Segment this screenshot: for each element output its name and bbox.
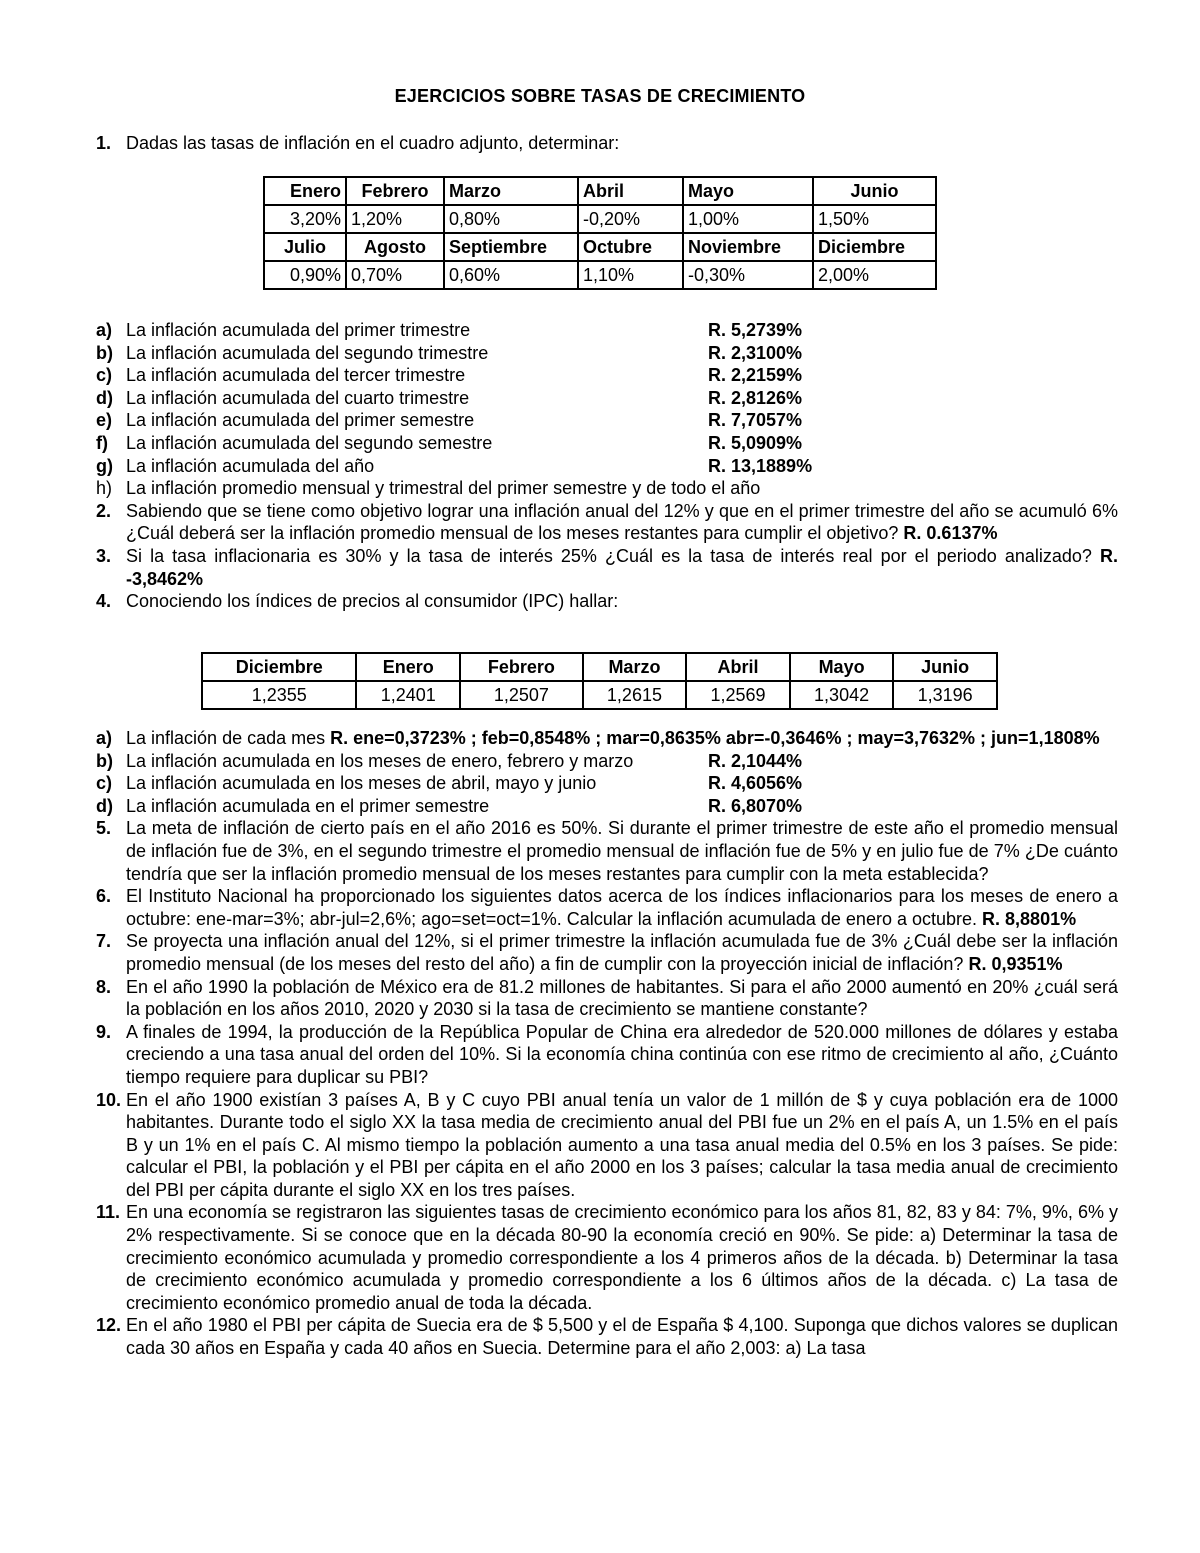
table-header-cell: Junio bbox=[893, 653, 997, 681]
table-cell: 1,3196 bbox=[893, 681, 997, 709]
table-header-cell: Agosto bbox=[346, 233, 444, 261]
list-item: a) La inflación de cada mes R. ene=0,3723% ; feb=0,8548% ; mar=0,8635% abr=-0,3646% ; may=3,7632% ; jun=1,1808% bbox=[96, 728, 1100, 748]
table-header-cell: Diciembre bbox=[202, 653, 356, 681]
table-header-cell: Febrero bbox=[460, 653, 583, 681]
answer: R. 2,8126% bbox=[708, 387, 803, 408]
answer: R. 0.6137% bbox=[903, 523, 998, 544]
list-item: h) La inflación promedio mensual y trimestral del primer semestre y de todo el año bbox=[96, 478, 761, 499]
list-item: e) La inflación acumulada del primer semestre R. 7,7057% bbox=[96, 410, 803, 431]
question-9: 9. A finales de 1994, la producción de la República Popular de China era alrededor de 520.000 millones de dólares y estaba creciendo a una tasa anual del orden del 10%. Si la economía china continúa con ese ritmo de crecimiento al año, ¿Cuánto tiempo requiere para duplicar su PBI? bbox=[96, 1021, 1118, 1087]
question-7: 7. Se proyecta una inflación anual del 12%, si el primer trimestre la inflación acumulada fue de 3% ¿Cuál debe ser la inflación promedio mensual (de los meses del resto del año) a fin de cumplir con la proyección inicial de inflación? R. 0,9351% bbox=[96, 931, 1118, 974]
table-cell: 0,60% bbox=[444, 261, 578, 289]
answer: R. 5,0909% bbox=[708, 432, 803, 453]
list-item: g) La inflación acumulada del año R. 13,1889% bbox=[96, 455, 813, 476]
table-header-row bbox=[264, 177, 936, 205]
question-11: 11. En una economía se registraron las siguientes tasas de crecimiento económico para los años 81, 82, 83 y 84: 7%, 9%, 6% y 2% respectivamente. Si se conoce que en la década 80-90 la economía creció en 90%. Se pide: a) Determinar la tasa de crecimiento económico acumulada y promedio correspondiente a los 4 primeros años de la década. b) Determinar la tasa de crecimiento económico acumulada y promedio correspondiente a los 6 últimos años de la década. c) La tasa de crecimiento económico promedio anual de toda la década. bbox=[96, 1202, 1118, 1313]
table-header-cell: Octubre bbox=[578, 233, 683, 261]
page-title: EJERCICIOS SOBRE TASAS DE CRECIMIENTO bbox=[394, 86, 806, 106]
answer: R. 5,2739% bbox=[708, 320, 803, 340]
table-cell: 0,70% bbox=[346, 261, 444, 289]
question-3: 3. Si la tasa inflacionaria es 30% y la tasa de interés 25% ¿Cuál es la tasa de interés real por el periodo analizado? R. -3,8462% bbox=[96, 545, 1118, 589]
question-6: 6. El Instituto Nacional ha proporcionado los siguientes datos acerca de los índices inflacionarios para los meses de enero a octubre: ene-mar=3%; abr-jul=2,6%; ago=set=oct=1%. Calcular la inflación acumulada de enero a octubre. R. 8,8801% bbox=[96, 886, 1118, 929]
table-cell: 1,2615 bbox=[583, 681, 687, 709]
ipc-table bbox=[201, 652, 998, 710]
table-cell: 1,2507 bbox=[460, 681, 583, 709]
table-header-row bbox=[202, 653, 997, 681]
answer: R. 2,2159% bbox=[708, 365, 803, 386]
table-header-cell: Enero bbox=[356, 653, 460, 681]
list-item: b) La inflación acumulada del segundo trimestre R. 2,3100% bbox=[96, 342, 803, 363]
question-5: 5. La meta de inflación de cierto país en el año 2016 es 50%. Si durante el primer trimestre de este año el promedio mensual de inflación fue de 3%, en el segundo trimestre el promedio mensual de inflación fue de 5% y en julio fue de 7% ¿De cuánto tendría que ser la inflación promedio mensual de los meses restantes para cumplir con la meta establecida? bbox=[96, 818, 1118, 884]
table-cell: -0,20% bbox=[578, 205, 683, 233]
list-item: c) La inflación acumulada en los meses de abril, mayo y junio R. 4,6056% bbox=[96, 773, 803, 794]
answer: R. 4,6056% bbox=[708, 773, 803, 794]
question-8: 8. En el año 1990 la población de México era de 81.2 millones de habitantes. Si para el año 2000 aumentó en 20% ¿cuál será la población en los años 2010, 2020 y 2030 si la tasa de crecimiento se mantiene constante? bbox=[96, 976, 1118, 1020]
table-header-cell: Marzo bbox=[583, 653, 687, 681]
question-2: 2. Sabiendo que se tiene como objetivo lograr una inflación anual del 12% y que en el primer trimestre del año se acumuló 6% ¿Cuál deberá ser la inflación promedio mensual de los meses restantes para cumplir el objetivo? R. 0.6137% bbox=[96, 500, 1118, 544]
list-item: d) La inflación acumulada en el primer semestre R. 6,8070% bbox=[96, 795, 803, 816]
answer: R. -3,8462% bbox=[126, 545, 1118, 589]
table-cell: 1,3042 bbox=[790, 681, 894, 709]
table-row bbox=[202, 681, 997, 709]
question-4: 4. Conociendo los índices de precios al consumidor (IPC) hallar: bbox=[96, 591, 619, 612]
table-header-cell: Junio bbox=[813, 177, 936, 205]
inflation-rates-table bbox=[263, 176, 937, 290]
list-item: a) La inflación acumulada del primer trimestre R. 5,2739% bbox=[96, 320, 803, 340]
table-cell: 1,00% bbox=[683, 205, 813, 233]
table-header-cell: Marzo bbox=[444, 177, 578, 205]
table-cell: 1,2569 bbox=[686, 681, 790, 709]
answer: R. 8,8801% bbox=[982, 908, 1077, 929]
answer: R. 6,8070% bbox=[708, 795, 803, 816]
list-item: c) La inflación acumulada del tercer trimestre R. 2,2159% bbox=[96, 365, 803, 386]
question-4-items bbox=[96, 727, 1118, 1360]
table-cell: 1,50% bbox=[813, 205, 936, 233]
table-cell: 1,20% bbox=[346, 205, 444, 233]
answer: R. 2,3100% bbox=[708, 342, 803, 363]
table-header-cell: Mayo bbox=[790, 653, 894, 681]
table-cell: 1,2401 bbox=[356, 681, 460, 709]
table-cell: 2,00% bbox=[813, 261, 936, 289]
table-header-cell: Julio bbox=[264, 233, 346, 261]
question-12: 12. En el año 1980 el PBI per cápita de Suecia era de $ 5,500 y el de España $ 4,100. Suponga que dichos valores se duplican cada 30 años en España y cada 40 años en Suecia. Determine para el año 2,003: a) La tasa bbox=[96, 1315, 1118, 1359]
table-row bbox=[264, 205, 936, 233]
table-row bbox=[264, 261, 936, 289]
list-item: f) La inflación acumulada del segundo semestre R. 5,0909% bbox=[96, 432, 803, 453]
question-1 bbox=[96, 132, 1118, 155]
answer: R. 0,9351% bbox=[968, 953, 1063, 974]
answer: R. 7,7057% bbox=[708, 410, 803, 431]
question-number: 1. bbox=[96, 133, 112, 153]
table-header-cell: Noviembre bbox=[683, 233, 813, 261]
table-header-cell: Enero bbox=[264, 177, 346, 205]
table-cell: 1,10% bbox=[578, 261, 683, 289]
answer: R. ene=0,3723% ; feb=0,8548% ; mar=0,8635% abr=-0,3646% ; may=3,7632% ; jun=1,1808% bbox=[330, 728, 1100, 748]
table-cell: 3,20% bbox=[264, 205, 346, 233]
table-cell: -0,30% bbox=[683, 261, 813, 289]
table-header-cell: Mayo bbox=[683, 177, 813, 205]
answer: R. 2,1044% bbox=[708, 750, 803, 771]
question-1-items bbox=[96, 319, 1118, 613]
table-header-cell: Febrero bbox=[346, 177, 444, 205]
table-header-cell: Diciembre bbox=[813, 233, 936, 261]
answer: R. 13,1889% bbox=[708, 455, 813, 476]
table-cell: 1,2355 bbox=[202, 681, 356, 709]
table-header-cell: Abril bbox=[686, 653, 790, 681]
list-item: b) La inflación acumulada en los meses de enero, febrero y marzo R. 2,1044% bbox=[96, 750, 803, 771]
table-header-row bbox=[264, 233, 936, 261]
question-text: Dadas las tasas de inflación en el cuadro adjunto, determinar: bbox=[126, 133, 620, 153]
table-header-cell: Septiembre bbox=[444, 233, 578, 261]
list-item: d) La inflación acumulada del cuarto trimestre R. 2,8126% bbox=[96, 387, 803, 408]
table-cell: 0,90% bbox=[264, 261, 346, 289]
table-cell: 0,80% bbox=[444, 205, 578, 233]
table-header-cell: Abril bbox=[578, 177, 683, 205]
question-10: 10. En el año 1900 existían 3 países A, B y C cuyo PBI anual tenía un valor de 1 millón de $ y cuya población era de 1000 habitantes. Durante todo el siglo XX la tasa media de crecimiento anual del PBI fue un 2% en el país A, un 1.5% en el país B y un 1% en el país C. Al mismo tiempo la población aumento a una tasa anual media del 0.5% en los 3 países. Se pide: calcular el PBI, la población y el PBI per cápita en el año 2000 en los 3 países; calcular la tasa media anual de crecimiento del PBI per cápita durante el siglo XX en los tres países. bbox=[96, 1089, 1118, 1200]
